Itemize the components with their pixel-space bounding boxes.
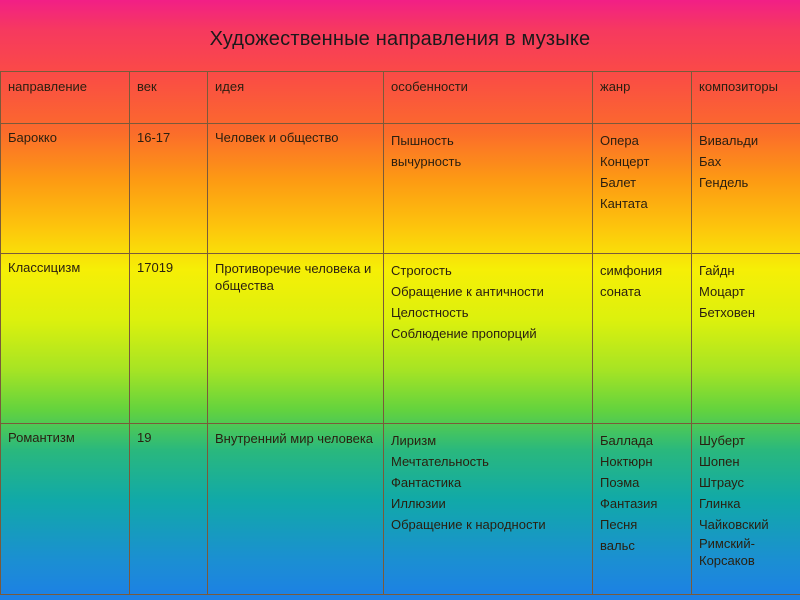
music-directions-table xyxy=(0,71,800,595)
header-genre: жанр xyxy=(593,72,692,124)
composer-item: Вивальди xyxy=(699,133,759,148)
composer-item: Штраус xyxy=(699,475,745,490)
idea-text: Внутренний мир человека xyxy=(215,431,374,446)
genre-item: Фантазия xyxy=(600,496,658,511)
cell-composers xyxy=(692,124,800,254)
table-row-romanticism xyxy=(1,424,800,595)
composer-item: Бетховен xyxy=(699,305,756,320)
composer-item: Гайдн xyxy=(699,263,735,278)
cell-features xyxy=(384,254,593,424)
genre-item: вальс xyxy=(600,538,635,553)
composer-item: Моцарт xyxy=(699,284,745,299)
cell-idea xyxy=(208,424,384,595)
cell-genres xyxy=(593,124,692,254)
cell-direction: Барокко xyxy=(1,124,130,254)
feature-item: Обращение к народности xyxy=(391,517,546,532)
cell-direction: Классицизм xyxy=(1,254,130,424)
cell-genres xyxy=(593,254,692,424)
cell-composers xyxy=(692,254,800,424)
composer-item: Шопен xyxy=(699,454,740,469)
genre-item: Песня xyxy=(600,517,638,532)
genre-item: Кантата xyxy=(600,196,648,211)
feature-item: Строгость xyxy=(391,263,452,278)
table-row-classicism xyxy=(1,254,800,424)
cell-century: 19 xyxy=(130,424,208,595)
composer-item: Глинка xyxy=(699,496,741,511)
cell-idea xyxy=(208,254,384,424)
cell-features xyxy=(384,124,593,254)
header-idea: идея xyxy=(208,72,384,124)
cell-composers xyxy=(692,424,800,595)
genre-item: симфония xyxy=(600,263,663,278)
genre-item: Поэма xyxy=(600,475,640,490)
cell-features xyxy=(384,424,593,595)
genre-item: Балет xyxy=(600,175,637,190)
composer-item: Римский-Корсаков xyxy=(699,536,755,568)
genre-item: соната xyxy=(600,284,642,299)
genre-item: Ноктюрн xyxy=(600,454,653,469)
genre-item: Баллада xyxy=(600,433,653,448)
table-row-baroque xyxy=(1,124,800,254)
header-direction: направление xyxy=(1,72,130,124)
cell-century: 16-17 xyxy=(130,124,208,254)
genre-item: Опера xyxy=(600,133,639,148)
composer-item: Чайковский xyxy=(699,517,769,532)
cell-idea: Человек и общество xyxy=(208,124,384,254)
idea-text: Противоречие человека и общества xyxy=(215,261,372,293)
composer-item: Бах xyxy=(699,154,722,169)
header-century: век xyxy=(130,72,208,124)
feature-item: Фантастика xyxy=(391,475,462,490)
genre-item: Концерт xyxy=(600,154,650,169)
cell-direction: Романтизм xyxy=(1,424,130,595)
feature-item: Целостность xyxy=(391,305,469,320)
cell-genres xyxy=(593,424,692,595)
table-header-row xyxy=(1,72,800,124)
feature-item: вычурность xyxy=(391,154,462,169)
slide-title: Художественные направления в музыке xyxy=(209,28,591,50)
feature-item: Иллюзии xyxy=(391,496,446,511)
feature-item: Соблюдение пропорций xyxy=(391,326,537,341)
cell-century: 17019 xyxy=(130,254,208,424)
feature-item: Лиризм xyxy=(391,433,437,448)
feature-item: Пышность xyxy=(391,133,454,148)
feature-item: Обращение к античности xyxy=(391,284,544,299)
header-composers: композиторы xyxy=(692,72,800,124)
header-features: особенности xyxy=(384,72,593,124)
feature-item: Мечтательность xyxy=(391,454,489,469)
composer-item: Гендель xyxy=(699,175,749,190)
composer-item: Шуберт xyxy=(699,433,745,448)
